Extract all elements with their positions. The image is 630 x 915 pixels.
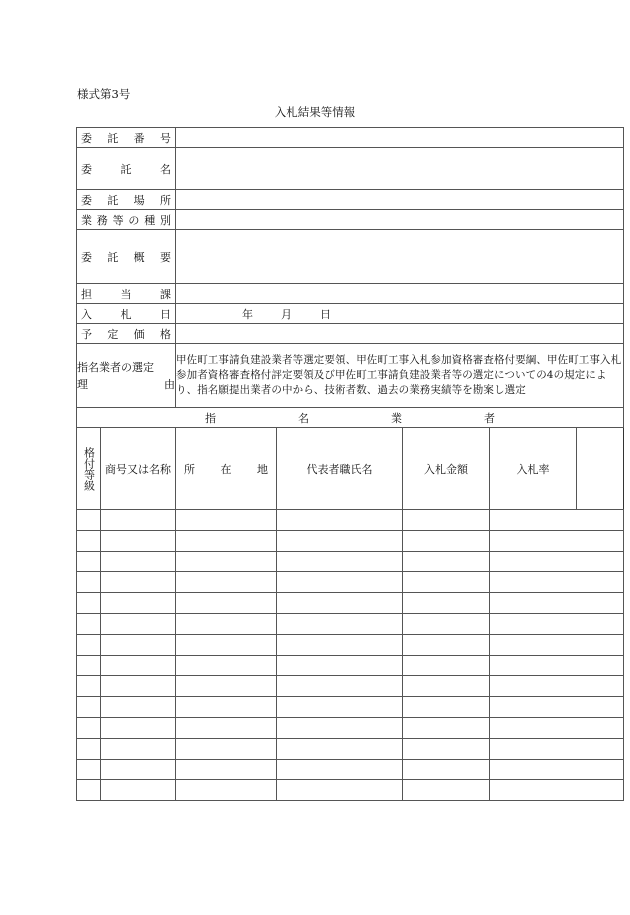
bidder-address-cell[interactable] [176, 676, 277, 697]
bidder-bid-amount-cell[interactable] [403, 759, 490, 780]
department-label [77, 284, 176, 304]
bid-results-table [76, 127, 624, 801]
bidder-bid-amount-cell[interactable] [403, 551, 490, 572]
bidder-company-cell[interactable] [101, 530, 176, 551]
label-char: 当 [120, 287, 132, 301]
selection-reason-label: 指名業者の選定 理 由 [77, 344, 176, 408]
bidder-company-cell[interactable] [101, 572, 176, 593]
label-char: 委 [81, 193, 92, 207]
department-value[interactable] [176, 284, 624, 304]
bidder-representative-cell[interactable] [277, 551, 403, 572]
day-unit: 日 [320, 307, 331, 321]
label-char: 者 [484, 411, 496, 425]
label-char: 所 [159, 193, 171, 207]
bidder-row [77, 655, 624, 676]
bidder-bid-amount-cell[interactable] [403, 510, 490, 531]
bidder-company-cell[interactable] [101, 676, 176, 697]
bidder-row [77, 697, 624, 718]
bidder-representative-cell[interactable] [277, 510, 403, 531]
label-char: 務 [96, 213, 108, 227]
label-char: 名 [160, 162, 171, 176]
label-char: 託 [107, 250, 119, 264]
label-char: 課 [160, 287, 171, 301]
label-char: 予 [81, 327, 92, 341]
bidder-representative-cell[interactable] [277, 634, 403, 655]
distributed-label [81, 306, 171, 322]
label-char: 地 [257, 462, 268, 476]
distributed-label [81, 286, 171, 302]
row-business-type [77, 210, 624, 230]
month-unit: 月 [281, 307, 292, 321]
bidder-bid-rate-cell[interactable] [490, 551, 624, 572]
bidder-rank-cell[interactable] [77, 655, 101, 676]
bidder-representative-cell[interactable] [277, 697, 403, 718]
bidder-bid-rate-cell[interactable] [490, 738, 624, 759]
bid-date-label [77, 304, 176, 324]
label-char: 等 [112, 213, 124, 227]
bidder-representative-cell[interactable] [277, 780, 403, 801]
label-char: 委 [81, 250, 92, 264]
bidder-bid-amount-cell[interactable] [403, 738, 490, 759]
bidder-bid-rate-cell[interactable] [490, 676, 624, 697]
row-contract-number [77, 128, 624, 148]
bidder-row [77, 717, 624, 738]
label-char: 要 [159, 250, 171, 264]
distributed-label [81, 212, 171, 228]
bidder-bid-rate-cell[interactable] [490, 613, 624, 634]
bidder-row [77, 593, 624, 614]
label-char: 託 [107, 193, 119, 207]
label-char: 日 [160, 307, 171, 321]
bidder-bid-rate-cell[interactable] [490, 717, 624, 738]
label-char: 号 [159, 131, 171, 145]
bidder-company-cell[interactable] [101, 655, 176, 676]
contract-number-label [77, 128, 176, 148]
bidder-address-cell[interactable] [176, 551, 277, 572]
bidder-bid-amount-cell[interactable] [403, 655, 490, 676]
label-char: 委 [81, 131, 92, 145]
bidder-address-cell[interactable] [176, 655, 277, 676]
bidder-company-cell[interactable] [101, 613, 176, 634]
contract-number-value[interactable] [176, 128, 624, 148]
business-type-label [77, 210, 176, 230]
bidder-row [77, 780, 624, 801]
row-selection-reason [77, 344, 624, 408]
bidder-address-cell[interactable] [176, 613, 277, 634]
bidder-bid-rate-cell[interactable] [490, 780, 624, 801]
bidder-company-cell[interactable] [101, 780, 176, 801]
bidder-representative-cell[interactable] [277, 676, 403, 697]
bidder-address-cell[interactable] [176, 510, 277, 531]
bidder-rank-cell[interactable] [77, 717, 101, 738]
row-contract-name [77, 148, 624, 190]
label-char: 価 [133, 327, 145, 341]
bidder-bid-rate-cell[interactable] [490, 572, 624, 593]
row-bid-date [77, 304, 624, 324]
bidder-company-cell[interactable] [101, 717, 176, 738]
bidder-company-cell[interactable] [101, 510, 176, 531]
bidder-bid-amount-cell[interactable] [403, 572, 490, 593]
bidder-bid-rate-cell[interactable] [490, 593, 624, 614]
contract-place-label [77, 190, 176, 210]
designated-heading [77, 408, 624, 428]
contract-name-label [77, 148, 176, 190]
bidder-address-cell[interactable] [176, 780, 277, 801]
bidder-row [77, 530, 624, 551]
label-char: 番 [133, 131, 145, 145]
row-designated-heading [77, 408, 624, 428]
bidder-company-cell[interactable] [101, 551, 176, 572]
bidder-representative-cell[interactable] [277, 655, 403, 676]
bidder-representative-cell[interactable] [277, 717, 403, 738]
bidder-bid-amount-cell[interactable] [403, 717, 490, 738]
label-char: 概 [133, 250, 145, 264]
bidder-bid-amount-cell[interactable] [403, 780, 490, 801]
row-contract-summary [77, 230, 624, 284]
bidder-rank-cell[interactable] [77, 780, 101, 801]
estimated-price-value[interactable] [176, 324, 624, 344]
label-char: 格 [159, 327, 171, 341]
col-header-bid-rate: 入札率 [490, 428, 577, 510]
bidder-bid-amount-cell[interactable] [403, 697, 490, 718]
bidder-row [77, 634, 624, 655]
distributed-label [176, 461, 276, 477]
label-char: 在 [220, 462, 232, 476]
column-header-row [77, 428, 624, 510]
form-number: 様式第3号 [77, 87, 131, 101]
bidder-rank-cell[interactable] [77, 551, 101, 572]
label-char: 委 [81, 162, 92, 176]
bidder-company-cell[interactable] [101, 697, 176, 718]
bidder-rank-cell[interactable] [77, 510, 101, 531]
bidder-address-cell[interactable] [176, 572, 277, 593]
bidder-address-cell[interactable] [176, 697, 277, 718]
distributed-label [81, 130, 171, 146]
bidder-row [77, 572, 624, 593]
bidder-representative-cell[interactable] [277, 572, 403, 593]
col-header-representative: 代表者職氏名 [277, 428, 403, 510]
bidder-rank-cell[interactable] [77, 613, 101, 634]
document-title: 入札結果等情報 [274, 105, 356, 119]
label-char: 業 [391, 411, 403, 425]
bidder-representative-cell[interactable] [277, 738, 403, 759]
bidder-address-cell[interactable] [176, 530, 277, 551]
label-char: 所 [184, 462, 195, 476]
bidder-address-cell[interactable] [176, 717, 277, 738]
bidder-row [77, 510, 624, 531]
bidder-row [77, 551, 624, 572]
label-char: 定 [107, 327, 119, 341]
bidder-rank-cell[interactable] [77, 593, 101, 614]
year-unit: 年 [242, 307, 253, 321]
col-header-address [176, 428, 277, 510]
bidder-row [77, 676, 624, 697]
label-char: 別 [159, 213, 171, 227]
label-char: 札 [120, 307, 132, 321]
row-department [77, 284, 624, 304]
bidder-bid-rate-cell[interactable] [490, 530, 624, 551]
bidder-bid-amount-cell[interactable] [403, 593, 490, 614]
bidder-bid-amount-cell[interactable] [403, 634, 490, 655]
label-char: 業 [81, 213, 92, 227]
label-char: 入 [81, 307, 92, 321]
bidder-rank-cell[interactable] [77, 759, 101, 780]
label-char: 種 [144, 213, 156, 227]
contract-place-value[interactable] [176, 190, 624, 210]
distributed-label [81, 161, 171, 177]
bidder-representative-cell[interactable] [277, 593, 403, 614]
bidder-bid-amount-cell[interactable] [403, 530, 490, 551]
bidder-row [77, 759, 624, 780]
contract-name-value[interactable] [176, 148, 624, 190]
row-contract-place [77, 190, 624, 210]
bidder-rank-cell[interactable] [77, 572, 101, 593]
distributed-label [81, 326, 171, 342]
label-char: 担 [81, 287, 92, 301]
bidder-bid-rate-cell[interactable] [490, 697, 624, 718]
col-header-company: 商号又は名称 [101, 428, 176, 510]
bidder-bid-rate-cell[interactable] [490, 634, 624, 655]
label-char: 指 [205, 411, 217, 425]
label-char: 場 [133, 193, 145, 207]
bidder-rank-cell[interactable] [77, 676, 101, 697]
bidder-bid-amount-cell[interactable] [403, 676, 490, 697]
distributed-label [205, 410, 495, 426]
selection-reason-text: 甲佐町工事請負建設業者等選定要領、甲佐町工事入札参加資格審査格付要綱、甲佐町工事入札参加者資格審査格付評定要領及び甲佐町工事請負建設業者等の選定についての4の規定により、指名願提出業者の中から、技術者数、過去の業務実績等を勘案し選定 [176, 344, 624, 408]
bidder-company-cell[interactable] [101, 593, 176, 614]
bidder-bid-amount-cell[interactable] [403, 613, 490, 634]
bidder-address-cell[interactable] [176, 759, 277, 780]
bidder-rank-cell[interactable] [77, 530, 101, 551]
contract-summary-label [77, 230, 176, 284]
row-estimated-price [77, 324, 624, 344]
bidder-row [77, 613, 624, 634]
bidder-address-cell[interactable] [176, 634, 277, 655]
bidder-company-cell[interactable] [101, 759, 176, 780]
col-header-rank: 格付等級 [77, 428, 101, 510]
label-char: 託 [120, 162, 132, 176]
bidder-row [77, 738, 624, 759]
bidder-representative-cell[interactable] [277, 759, 403, 780]
distributed-label [81, 249, 171, 265]
label-char: 名 [298, 411, 310, 425]
bidder-representative-cell[interactable] [277, 613, 403, 634]
bidder-bid-rate-cell[interactable] [490, 655, 624, 676]
bid-date-value[interactable] [176, 304, 624, 324]
bidder-company-cell[interactable] [101, 634, 176, 655]
distributed-label [81, 192, 171, 208]
bidder-bid-rate-cell[interactable] [490, 759, 624, 780]
business-type-value[interactable] [176, 210, 624, 230]
bidder-rank-cell[interactable] [77, 634, 101, 655]
bidder-representative-cell[interactable] [277, 530, 403, 551]
bidder-bid-rate-cell[interactable] [490, 510, 624, 531]
bidder-rank-cell[interactable] [77, 697, 101, 718]
col-header-bid-amount: 入札金額 [403, 428, 490, 510]
bidder-rank-cell[interactable] [77, 738, 101, 759]
label-char: の [128, 213, 140, 227]
bidder-address-cell[interactable] [176, 738, 277, 759]
bidder-address-cell[interactable] [176, 593, 277, 614]
estimated-price-label [77, 324, 176, 344]
contract-summary-value[interactable] [176, 230, 624, 284]
label-char: 託 [107, 131, 119, 145]
bidder-company-cell[interactable] [101, 738, 176, 759]
